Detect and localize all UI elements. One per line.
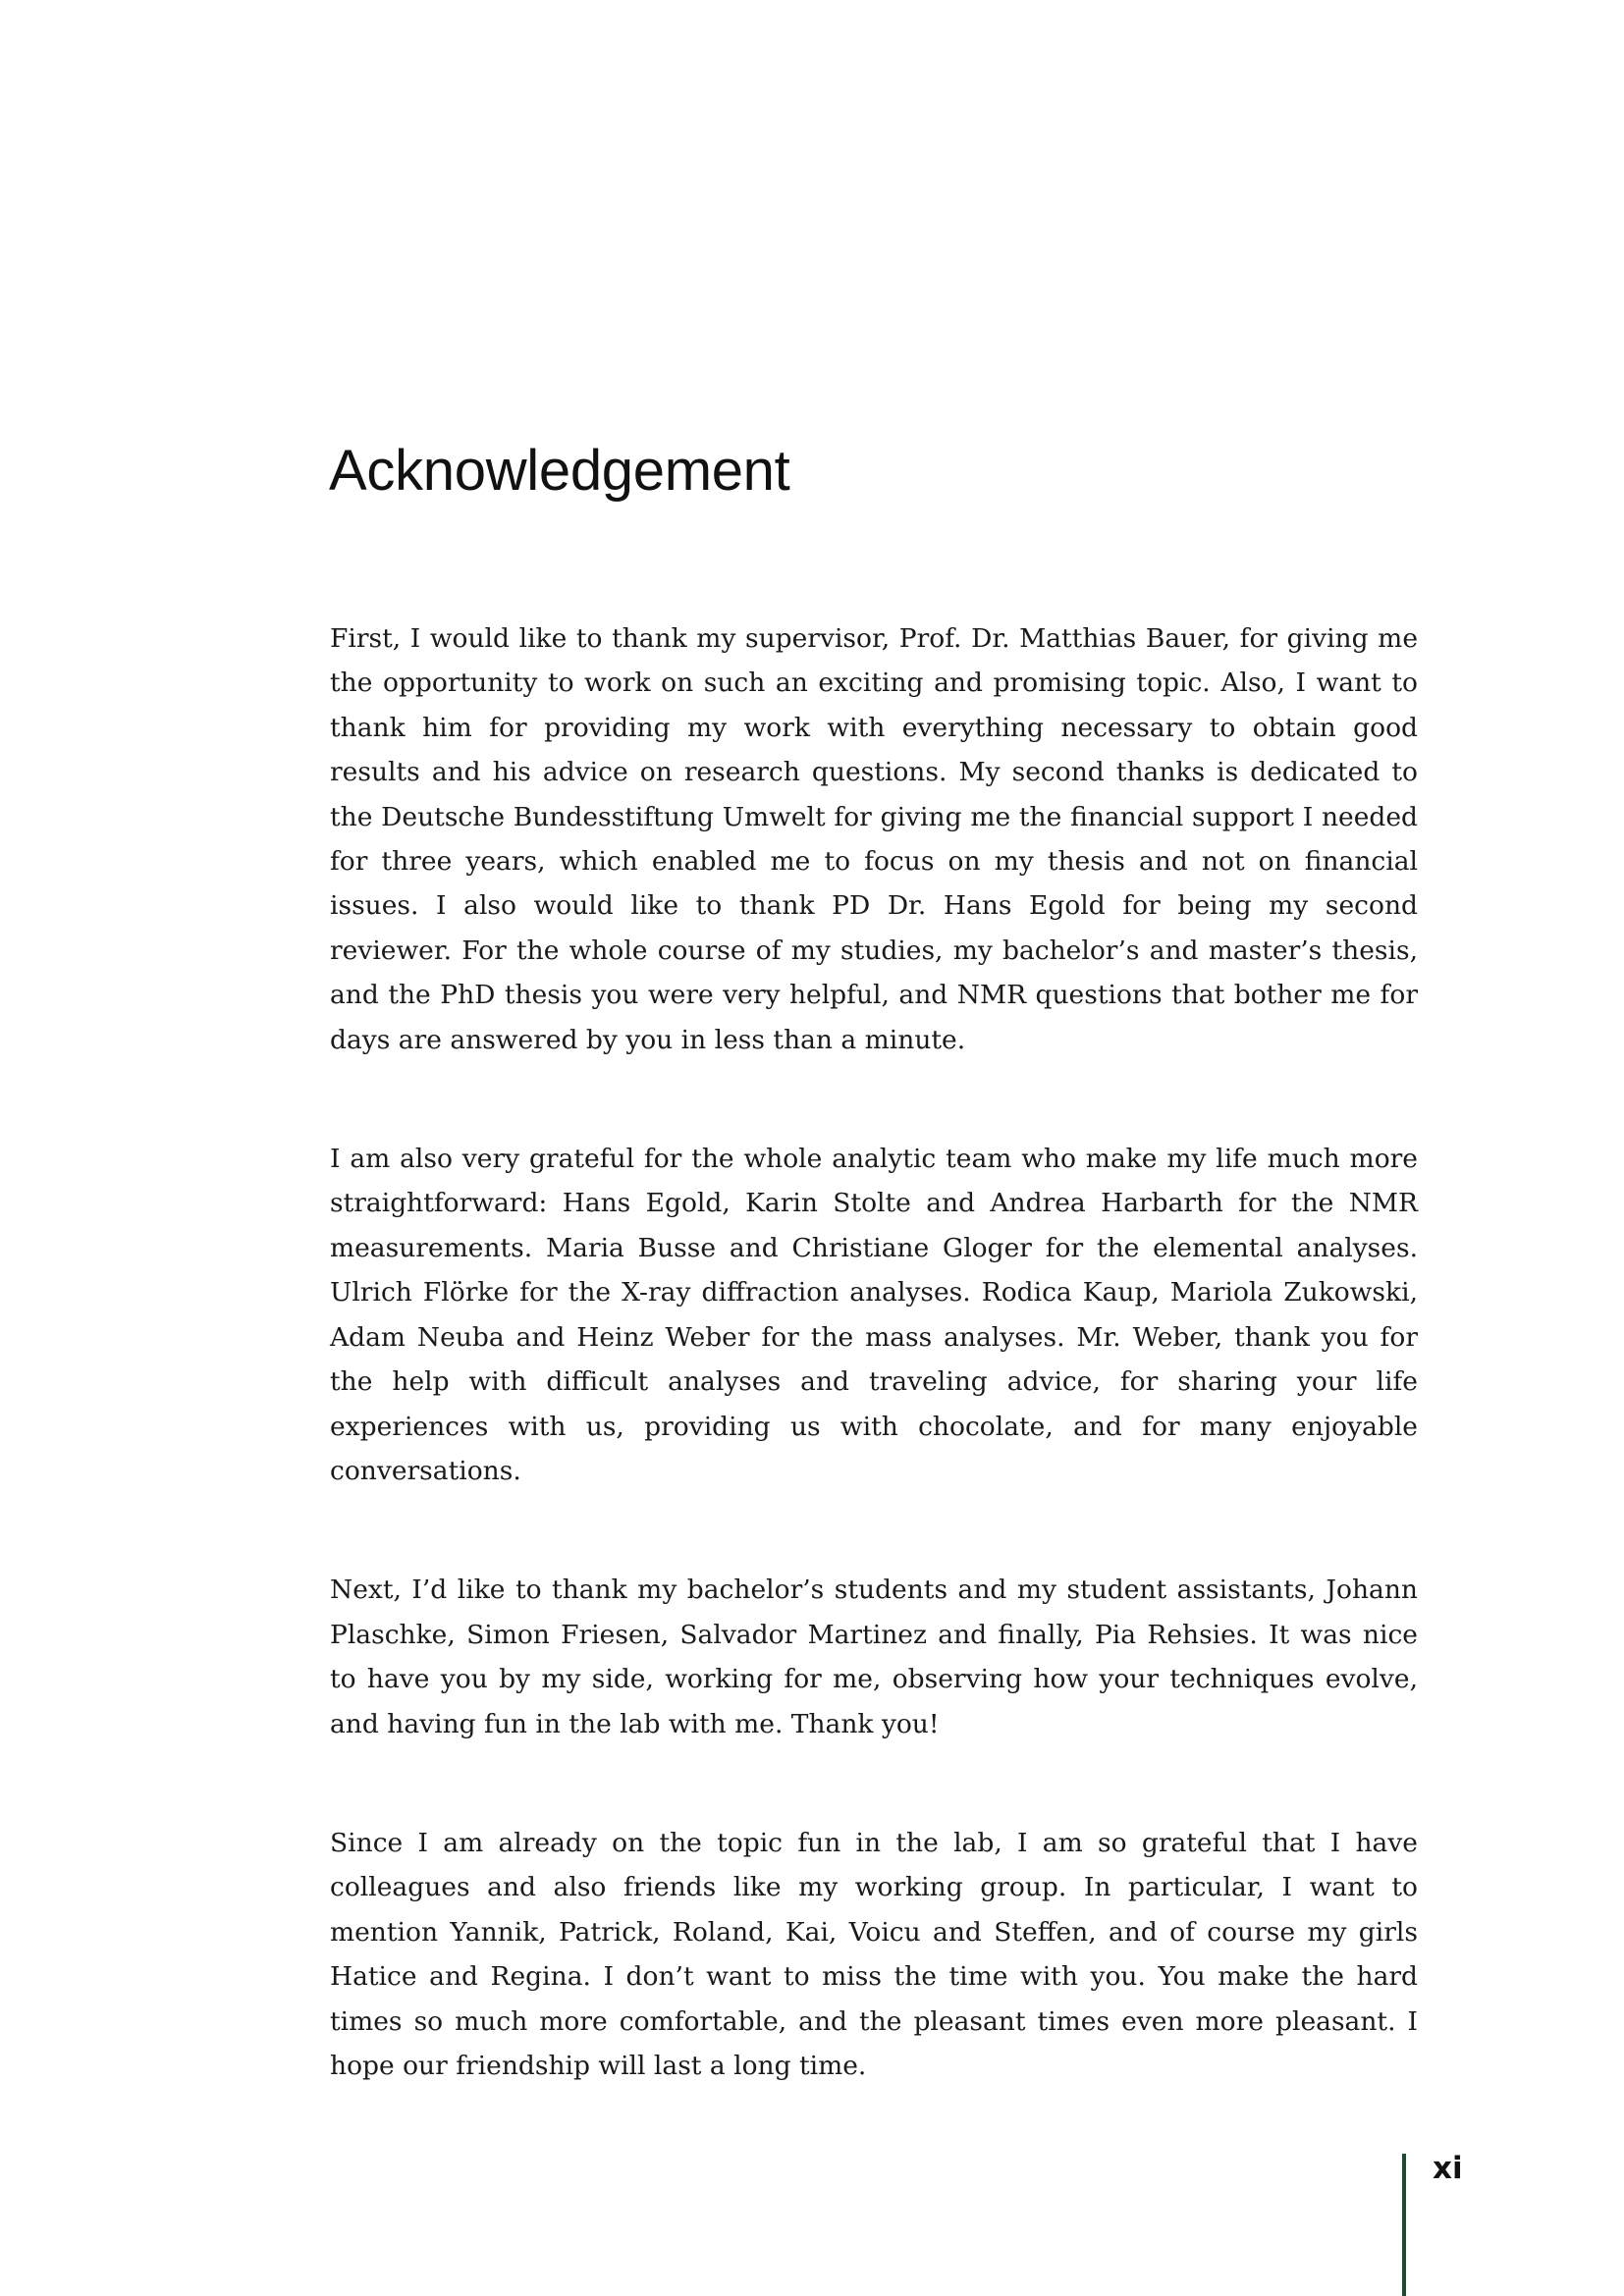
paragraph-supervisor-thanks: First, I would like to thank my supervisor, Prof. Dr. Matthias Bauer, for giving me the opportunity to work on such an exciting and promising topic. Also, I want to thank him for providing my work with everything necessary to obtain good results and his advice on research questions. My second thanks is dedicated to the Deutsche Bundesstiftung Umwelt for giving me the financial support I needed for three years, which enabled me to focus on my thesis and not on financial issues. I also would like to thank PD Dr. Hans Egold for being my second reviewer. For the whole course of my studies, my bachelor’s and master’s thesis, and the PhD thesis you were very helpful, and NMR questions that bother me for days are answered by you in less than a minute. — [330, 623, 1418, 1055]
paragraph-students-thanks: Next, I’d like to thank my bachelor’s students and my student assistants, Johann Plaschke, Simon Friesen, Salvador Martinez and finally, Pia Rehsies. It was nice to have you by my side, working for me, observing how your techniques evolve, and having fun in the lab with me. Thank you! — [330, 1575, 1418, 1739]
paragraph-working-group-thanks: Since I am already on the topic fun in the lab, I am so grateful that I have colleagues and also friends like my working group. In particular, I want to mention Yannik, Patrick, Roland, Kai, Voicu and Steffen, and of course my girls Hatice and Regina. I don’t want to miss the time with you. You make the hard times so much more comfortable, and the pleasant times even more pleasant. I hope our friendship will last a long time. — [330, 1827, 1418, 2081]
body-text — [330, 616, 1418, 2163]
page-margin-rule — [1402, 2154, 1406, 2296]
page-title: Acknowledgement — [329, 439, 790, 503]
page-number: xi — [1433, 2151, 1463, 2186]
paragraph-analytic-team-thanks: I am also very grateful for the whole analytic team who make my life much more straightforward: Hans Egold, Karin Stolte and Andrea Harbarth for the NMR measurements. Maria Busse and Christiane Gloger for the elemental analyses. Ulrich Flörke for the X-ray diffraction analyses. Rodica Kaup, Mariola Zukowski, Adam Neuba and Heinz Weber for the mass analyses. Mr. Weber, thank you for the help with difficult analyses and traveling advice, for sharing your life experiences with us, providing us with chocolate, and for many enjoyable conversations. — [330, 1144, 1418, 1486]
